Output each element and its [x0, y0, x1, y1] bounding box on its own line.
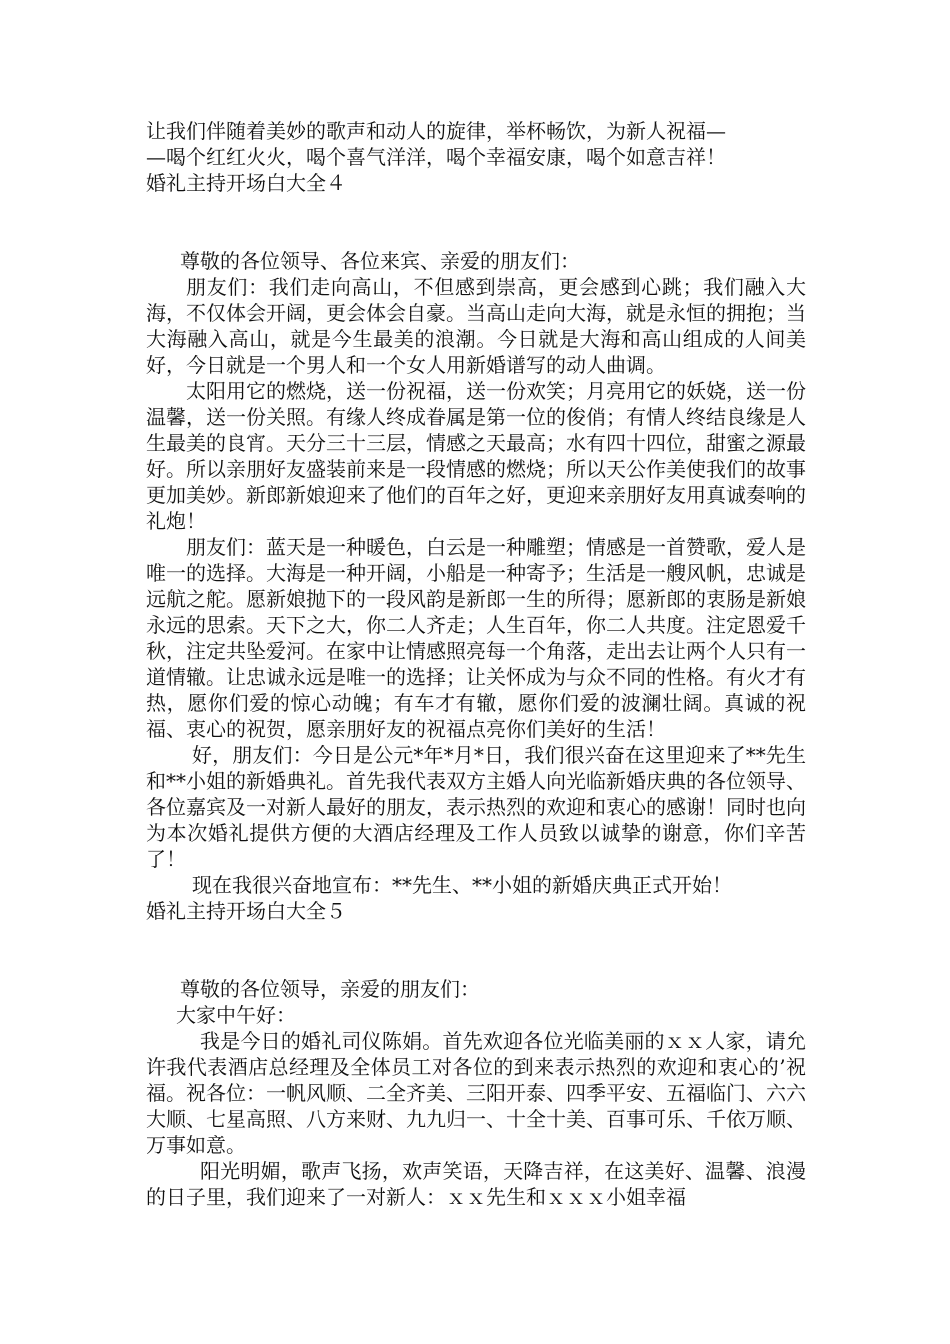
- section-4-paragraph-2: 太阳用它的燃烧，送一份祝福，送一份欢笑；月亮用它的妖娆，送一份温馨，送一份关照。有缘人终成眷属是第一位的俊俏；有情人终结良缘是人生最美的良宵。天分三十三层，情感之天最高；水有四十四位，甜蜜之源最好。所以亲朋好友盛装前来是一段情感的燃烧；所以天公作美使我们的故事更加美妙。新郎新娘迎来了他们的百年之好，更迎来亲朋好友用真诚奏响的礼炮！: [146, 379, 806, 533]
- section-5-heading: 婚礼主持开场白大全５: [146, 899, 346, 923]
- section-4-paragraph-1: 朋友们：我们走向高山，不但感到崇高，更会感到心跳；我们融入大海，不仅体会开阔，更会体会自豪。当高山走向大海，就是永恒的拥抱；当大海融入高山，就是今生最美的浪潮。今日就是大海和高山组成的人间美好，今日就是一个男人和一个女人用新婚谱写的动人曲调。: [146, 275, 806, 377]
- section-4-paragraph-4: 好，朋友们：今日是公元*年*月*日，我们很兴奋在这里迎来了**先生和**小姐的新婚典礼。首先我代表双方主婚人向光临新婚庆典的各位领导、各位嘉宾及一对新人最好的朋友，表示热烈的欢迎和衷心的感谢！同时也向为本次婚礼提供方便的大酒店经理及工作人员致以诚挚的谢意，你们辛苦了！: [146, 743, 806, 871]
- section-4-heading: 婚礼主持开场白大全４: [146, 171, 346, 195]
- spacer: [146, 196, 806, 248]
- section-4-paragraph-3: 朋友们：蓝天是一种暖色，白云是一种雕塑；情感是一首赞歌，爱人是唯一的选择。大海是一种开阔，小船是一种寄予；生活是一艘风帆，忠诚是远航之舵。愿新娘抛下的一段风韵是新郎一生的所得；愿新郎的衷肠是新娘永远的思索。天下之大，你二人齐走；人生百年，你二人共度。注定恩爱千秋，注定共坠爱河。在家中让情感照亮每一个角落，走出去让两个人只有一道情辙。让忠诚永远是唯一的选择；让关怀成为与众不同的性格。有火才有热，愿你们爱的惊心动魄；有车才有辙，愿你们爱的波澜壮阔。真诚的祝福、衷心的祝贺，愿亲朋好友的祝福点亮你们美好的生活！: [146, 535, 806, 741]
- section-5-hello: 大家中午好：: [176, 1003, 296, 1027]
- intro-line-1: 让我们伴随着美妙的歌声和动人的旋律，举杯畅饮，为新人祝福—: [146, 119, 726, 143]
- section-5-greeting: 尊敬的各位领导，亲爱的朋友们：: [180, 977, 480, 1001]
- section-4-greeting: 尊敬的各位领导、各位来宾、亲爱的朋友们：: [180, 249, 580, 273]
- section-5-paragraph-1: 我是今日的婚礼司仪陈娟。首先欢迎各位光临美丽的ｘｘ人家，请允许我代表酒店总经理及全体员工对各位的到来表示热烈的欢迎和衷心的’祝福。祝各位：一帆风顺、二全齐美、三阳开泰、四季平安、五福临门、六六大顺、七星高照、八方来财、九九归一、十全十美、百事可乐、千依万顺、万事如意。: [146, 1029, 806, 1157]
- section-5-paragraph-2: 阳光明媚，歌声飞扬，欢声笑语，天降吉祥，在这美好、温馨、浪漫的日子里，我们迎来了一对新人：ｘｘ先生和ｘｘｘ小姐幸福: [146, 1159, 806, 1209]
- section-4-paragraph-5: 现在我很兴奋地宣布：**先生、**小姐的新婚庆典正式开始！: [192, 873, 732, 897]
- intro-line-2: —喝个红红火火，喝个喜气洋洋，喝个幸福安康，喝个如意吉祥！: [146, 145, 726, 169]
- spacer: [146, 924, 806, 976]
- document-page: [146, 118, 806, 1210]
